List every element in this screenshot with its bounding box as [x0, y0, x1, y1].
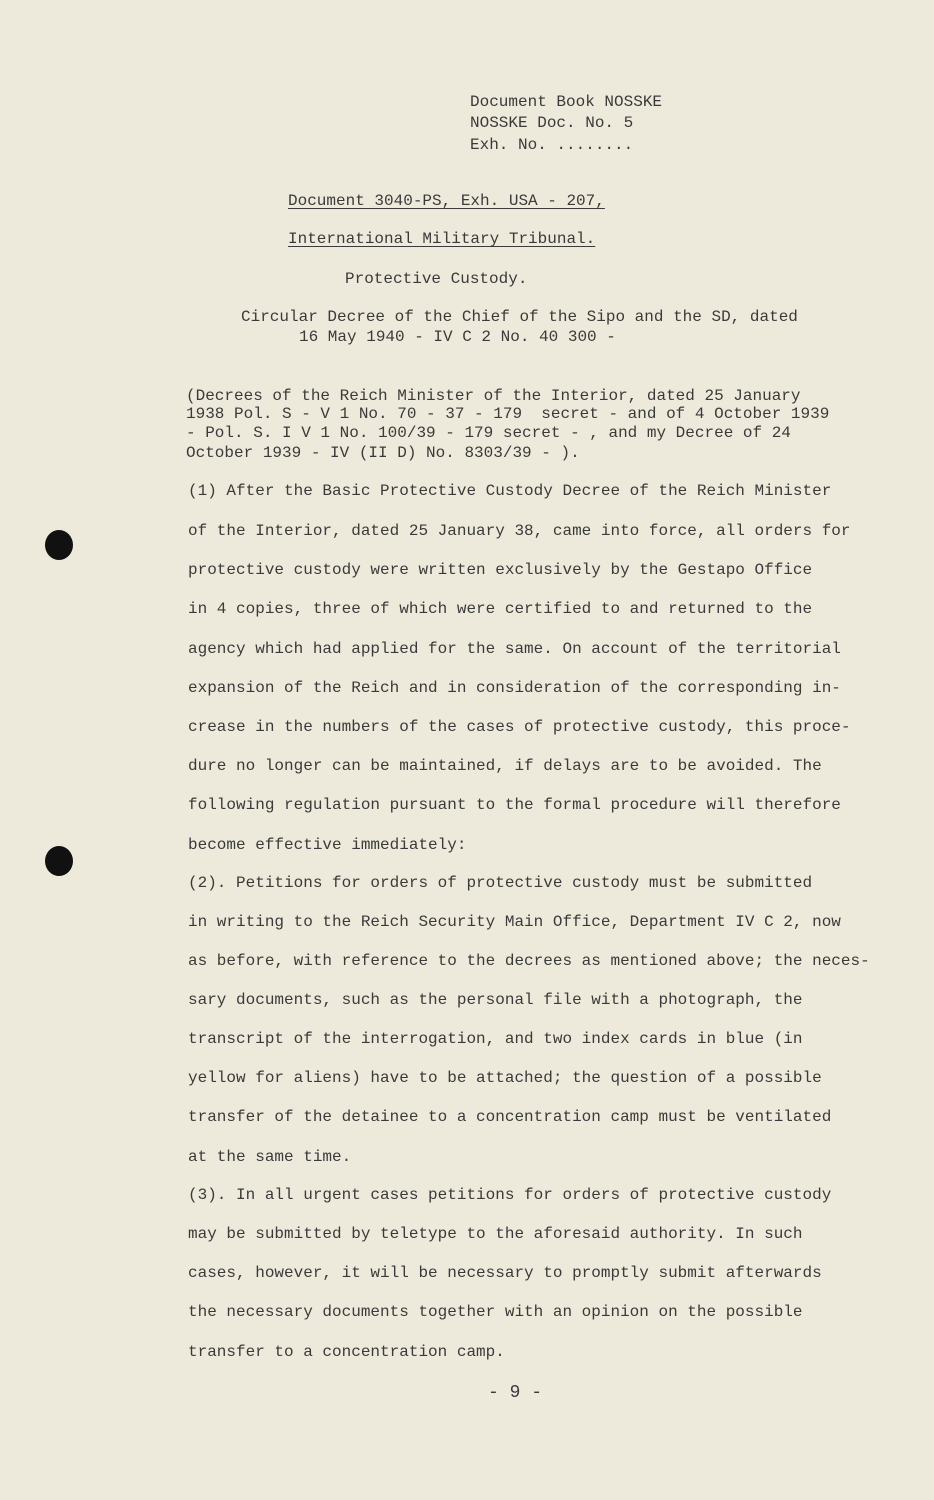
body-line: cases, however, it will be necessary to promptly submit afterwards — [188, 1264, 822, 1282]
punch-hole — [45, 846, 73, 876]
exhibit-number-label: Exh. No. ........ — [470, 136, 634, 154]
body-line: in 4 copies, three of which were certified to and returned to the — [188, 600, 813, 618]
body-line: in writing to the Reich Security Main Office, Department IV C 2, now — [188, 913, 841, 931]
body-line: following regulation pursuant to the formal procedure will therefore — [188, 796, 841, 814]
body-line: transfer to a concentration camp. — [188, 1343, 505, 1361]
body-line: transcript of the interrogation, and two index cards in blue (in — [188, 1030, 803, 1048]
body-line: the necessary documents together with an opinion on the possible — [188, 1303, 803, 1321]
body-line: of the Interior, dated 25 January 38, came into force, all orders for — [188, 522, 851, 540]
tribunal-title: International Military Tribunal. — [288, 230, 596, 248]
document-title: Document 3040-PS, Exh. USA - 207, — [288, 192, 605, 210]
body-line: dure no longer can be maintained, if delays are to be avoided. The — [188, 757, 822, 775]
body-line: sary documents, such as the personal file with a photograph, the — [188, 991, 803, 1009]
body-line: crease in the numbers of the cases of protective custody, this proce- — [188, 718, 851, 736]
reference-line: 1938 Pol. S - V 1 No. 70 - 37 - 179 secret - and of 4 October 1939 — [186, 405, 830, 423]
body-line: may be submitted by teletype to the aforesaid authority. In such — [188, 1225, 803, 1243]
body-line: at the same time. — [188, 1148, 352, 1166]
decree-line-1: Circular Decree of the Chief of the Sipo and the SD, dated — [241, 308, 798, 326]
subject-title: Protective Custody. — [345, 270, 528, 288]
body-line: (2). Petitions for orders of protective custody must be submitted — [188, 874, 813, 892]
reference-line: (Decrees of the Reich Minister of the Interior, dated 25 January — [186, 387, 801, 405]
document-book-label: Document Book NOSSKE — [470, 93, 663, 111]
body-line: expansion of the Reich and in consideration of the corresponding in- — [188, 679, 841, 697]
body-line: yellow for aliens) have to be attached; the question of a possible — [188, 1069, 822, 1087]
body-line: (3). In all urgent cases petitions for orders of protective custody — [188, 1186, 832, 1204]
punch-hole — [45, 530, 73, 560]
body-line: (1) After the Basic Protective Custody Decree of the Reich Minister — [188, 482, 832, 500]
body-line: as before, with reference to the decrees as mentioned above; the neces- — [188, 952, 870, 970]
reference-line: - Pol. S. I V 1 No. 100/39 - 179 secret - , and my Decree of 24 — [186, 424, 791, 442]
body-line: agency which had applied for the same. On account of the territorial — [188, 640, 841, 658]
doc-number-label: NOSSKE Doc. No. 5 — [470, 114, 634, 132]
body-line: become effective immediately: — [188, 836, 467, 854]
body-line: transfer of the detainee to a concentration camp must be ventilated — [188, 1108, 832, 1126]
reference-line: October 1939 - IV (II D) No. 8303/39 - ). — [186, 444, 580, 462]
decree-line-2: 16 May 1940 - IV C 2 No. 40 300 - — [299, 328, 616, 346]
body-line: protective custody were written exclusively by the Gestapo Office — [188, 561, 813, 579]
page-number: - 9 - — [488, 1383, 543, 1403]
